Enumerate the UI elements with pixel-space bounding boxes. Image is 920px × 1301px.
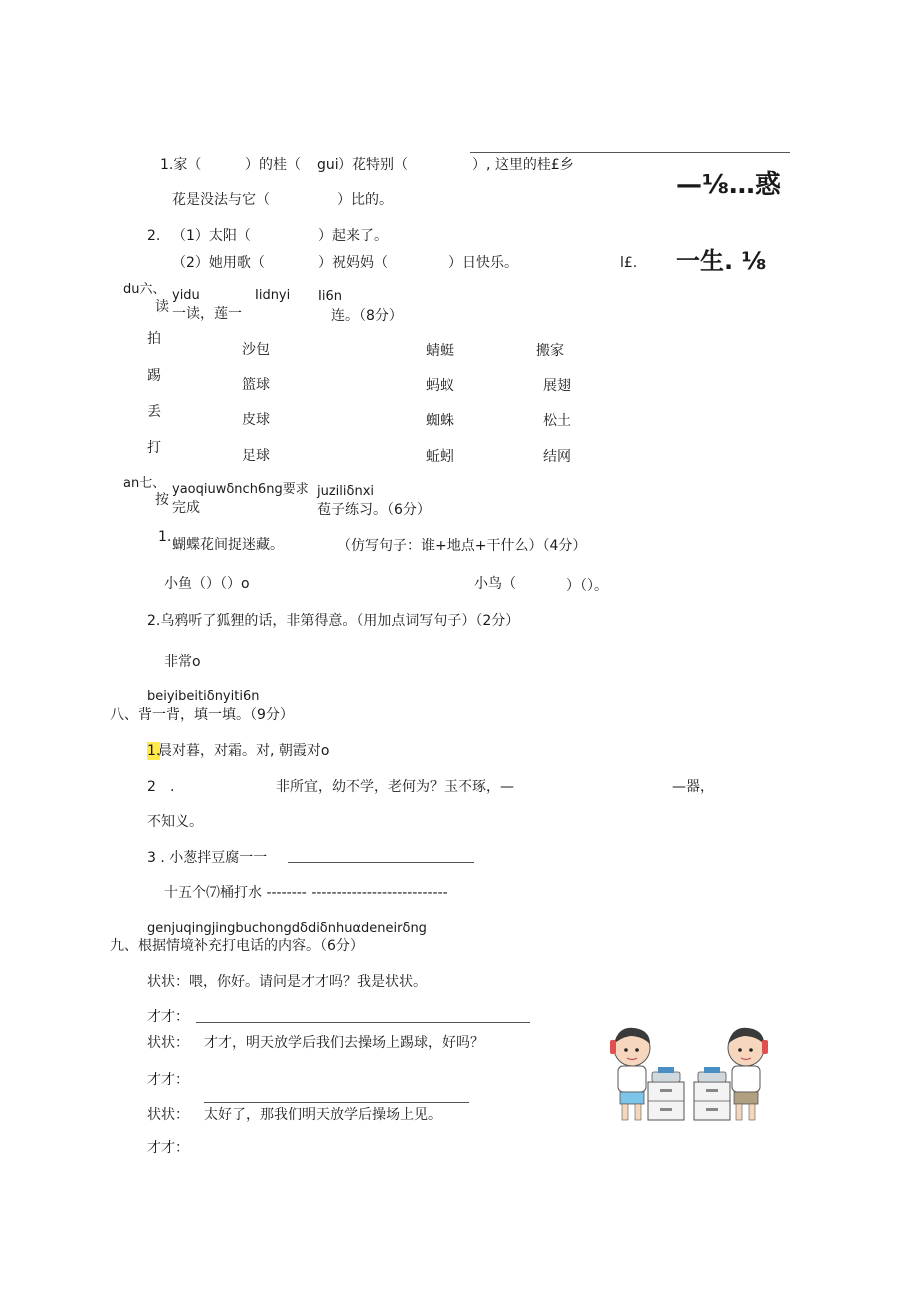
q6-col3-item: 结网	[543, 449, 571, 465]
q8-item4: 十五个⑺桶打水 -------- ---------------------------	[164, 885, 448, 901]
q9-line1: 状状：喂，你好。请问是才才吗？我是状状。	[147, 974, 427, 990]
scan-artifact-2: l£.	[620, 255, 638, 271]
q8-item2-dot: .	[170, 779, 175, 795]
q9-pinyin: genjuqingjingbuchongdδdiδnhuαdeneirδng	[147, 921, 427, 936]
q6-col3-item: 搬家	[536, 343, 564, 359]
right-child-figure	[728, 1028, 768, 1120]
q6-pinyin-yidu: yidu	[172, 288, 200, 303]
q6-col2-item: 蜻蜓	[426, 343, 454, 359]
q8-item2-end: —器，	[672, 779, 714, 795]
q7-item1-num: 1.	[158, 529, 172, 545]
q8-item3-answer-line	[288, 862, 474, 863]
left-child-figure	[610, 1028, 650, 1120]
q5-item1-a: 1.家（	[160, 157, 202, 173]
q5-item2-2-c: ）日快乐。	[448, 255, 518, 271]
q6-verb: 打	[147, 440, 161, 456]
q9-speaker-caicai: 才才：	[147, 1009, 189, 1025]
q6-verb: 拍	[147, 331, 161, 347]
q5-item2-2-b: ）祝妈妈（	[318, 255, 388, 271]
q8-item2-text: 非所宜，幼不学，老何为？玉不琢，—	[276, 779, 514, 795]
q8-item2-line2: 不知义。	[147, 814, 203, 830]
q7-item1-hint: （仿写句子：谁+地点+干什么）（4分）	[337, 538, 587, 554]
q6-verb: 踢	[147, 368, 161, 384]
q6-title-b: 连。（8分）	[331, 308, 403, 324]
q7-fill-bird-a: 小鸟（	[474, 576, 516, 592]
q9-speaker-caicai: 才才：	[147, 1072, 189, 1088]
q6-verb: 丢	[147, 404, 161, 420]
scan-artifact-1: —⅛…惑	[676, 170, 781, 200]
q9-line3: 才才，明天放学后我们去操场上踢球，好吗？	[204, 1035, 484, 1051]
q8-item3: 3 . 小葱拌豆腐一一	[147, 850, 268, 866]
q6-col1-item: 篮球	[242, 377, 270, 393]
q5-item2-1-b: ）起来了。	[318, 228, 388, 244]
q6-col3-item: 松土	[543, 413, 571, 429]
q5-item1-pinyin-gui: gui	[317, 157, 339, 173]
q8-pinyin: beiyibeitiδnyiti6n	[147, 689, 260, 704]
q6-col3-item: 展翅	[543, 378, 571, 394]
right-cabinet	[694, 1067, 730, 1120]
top-answer-line	[470, 152, 790, 153]
q9-speaker-caicai: 才才：	[147, 1140, 189, 1156]
q6-pinyin-lian: Ii6n	[318, 289, 342, 304]
q5-item1-c: ）花特别（	[338, 157, 408, 173]
q7-pinyin-requirement: yaoqiuwδnch6ng要求	[172, 482, 309, 497]
q5-item2-1-a: （1）太阳（	[172, 228, 251, 244]
q7-complete: 完成	[172, 500, 200, 516]
q7-item1-text: 蝴蝶花间捉迷藏。	[172, 537, 284, 553]
q6-title-a: 一读，莲一	[172, 306, 242, 322]
q6-col2-item: 蚂蚁	[426, 378, 454, 394]
q5-item2-label: 2.	[147, 228, 161, 244]
q5-item1-line2-a: 花是没法与它（	[172, 192, 270, 208]
q5-item1-b: ）的桂（	[245, 157, 301, 173]
q9-line5: 太好了，那我们明天放学后操场上见。	[204, 1107, 442, 1123]
q7-item2-text: 2.乌鸦听了狐狸的话，非第得意。（用加点词写句子）（2分）	[147, 613, 520, 629]
q7-press-char: 按	[155, 492, 169, 508]
q5-item1-line2-b: ）比的。	[337, 192, 393, 208]
q5-item1-d: ）, 这里的桂£乡	[472, 157, 574, 173]
q8-item1-text: 晨对暮，对霜。对, 朝霞对o	[158, 743, 330, 759]
q6-pinyin-du: du六、	[123, 282, 166, 297]
q7-pinyin-an: an七、	[123, 476, 166, 491]
scan-artifact-3: 一生. ⅛	[676, 247, 767, 275]
left-cabinet	[648, 1067, 684, 1120]
q6-pinyin-lidnyi: Iidnyi	[255, 288, 291, 303]
q9-title: 九、根据情境补充打电话的内容。（6分）	[110, 938, 364, 954]
q7-fill-fish: 小鱼（）（）o	[164, 576, 250, 592]
q8-item1-num: 1.	[147, 743, 161, 759]
q7-pinyin-juzi: juziliδnxi	[317, 484, 375, 499]
q5-item2-2-a: （2）她用歌（	[172, 255, 265, 271]
q9-answer-line-2	[204, 1102, 469, 1103]
q7-item2-answer: 非常o	[164, 654, 201, 670]
q9-speaker-zhuangzhuang: 状状：	[147, 1035, 189, 1051]
q6-col2-item: 蚯蚓	[426, 449, 454, 465]
q6-col2-item: 蜘蛛	[426, 413, 454, 429]
q6-col1-item: 沙包	[242, 342, 270, 358]
phone-call-illustration	[604, 1022, 776, 1124]
q8-item2-num: 2	[147, 779, 156, 795]
q6-col1-item: 皮球	[242, 412, 270, 428]
q6-col1-item: 足球	[242, 448, 270, 464]
q9-speaker-zhuangzhuang: 状状：	[147, 1107, 189, 1123]
q7-fill-bird-b: ）（）。	[566, 578, 608, 594]
q8-title: 八、背一背，填一填。（9分）	[110, 707, 294, 723]
q7-title-b: 苞子练习。（6分）	[317, 502, 431, 518]
q6-read-char: 读	[155, 299, 169, 315]
q9-answer-line-1	[196, 1022, 530, 1023]
